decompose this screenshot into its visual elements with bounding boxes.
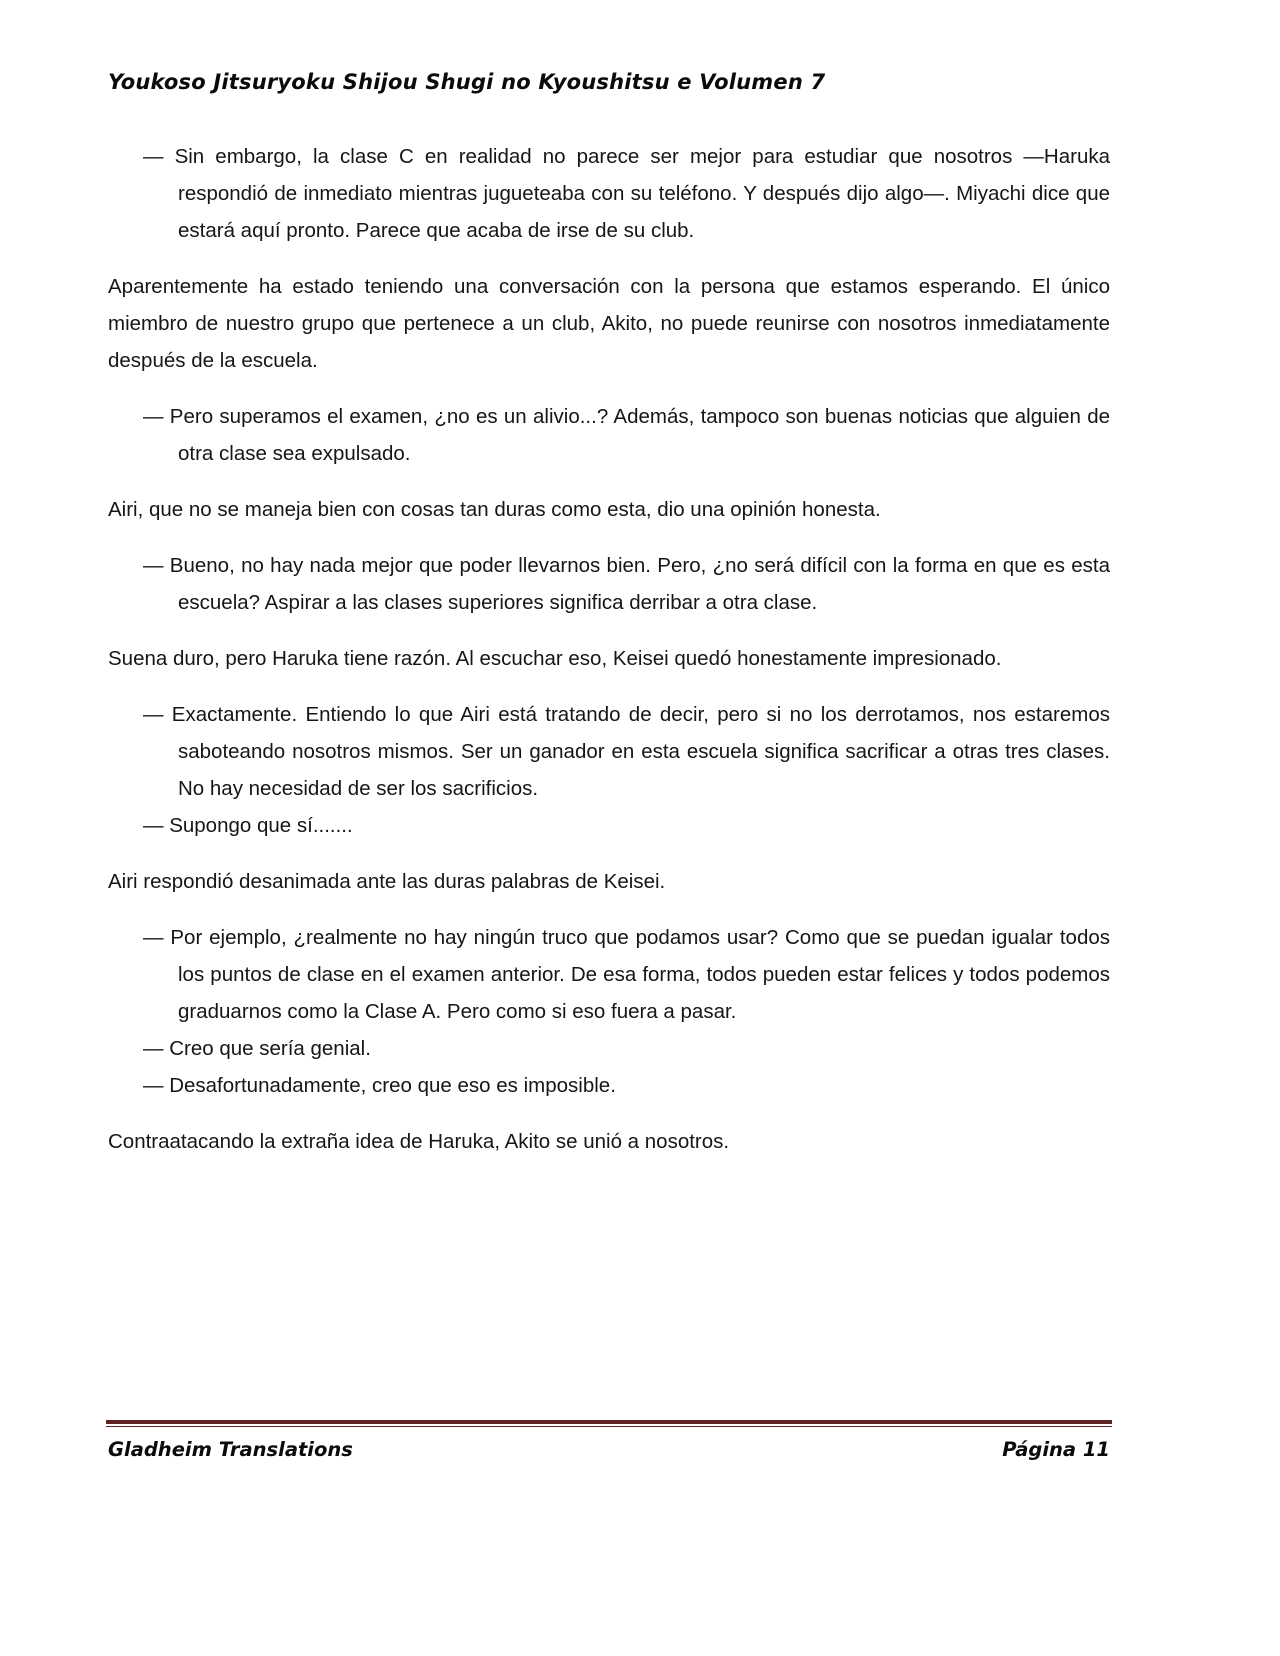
paragraph: — Desafortunadamente, creo que eso es imposible.: [143, 1074, 616, 1097]
page-title: Youkoso Jitsuryoku Shijou Shugi no Kyoushitsu e Volumen 7: [108, 70, 826, 94]
paragraph: Airi respondió desanimada ante las duras palabras de Keisei.: [108, 870, 666, 893]
paragraph: Aparentemente ha estado teniendo una conversación con la persona que estamos esperando. El único miembro de nuestro grupo que pertenece a un club, Akito, no puede reunirse con nosotros inmediatamente después de la escuela.: [108, 275, 1110, 372]
footer-page-number: Página 11: [1002, 1438, 1110, 1461]
document-body: [108, 138, 1110, 1179]
paragraph: Contraatacando la extraña idea de Haruka, Akito se unió a nosotros.: [108, 1130, 730, 1153]
paragraph: Airi, que no se maneja bien con cosas tan duras como esta, dio una opinión honesta.: [108, 498, 881, 521]
footer-divider: [106, 1420, 1112, 1427]
paragraph: — Bueno, no hay nada mejor que poder llevarnos bien. Pero, ¿no será difícil con la forma en que es esta escuela? Aspirar a las clases superiores significa derribar a otra clase.: [143, 554, 1110, 614]
paragraph: — Sin embargo, la clase C en realidad no parece ser mejor para estudiar que nosotros —Haruka respondió de inmediato mientras jugueteaba con su teléfono. Y después dijo algo—. Miyachi dice que estará aquí pronto. Parece que acaba de irse de su club.: [143, 145, 1110, 242]
paragraph: — Exactamente. Entiendo lo que Airi está tratando de decir, pero si no los derrotamos, nos estaremos saboteando nosotros mismos. Ser un ganador en esta escuela significa sacrificar a otras tres clases. No hay necesidad de ser los sacrificios.: [143, 703, 1110, 800]
paragraph: — Por ejemplo, ¿realmente no hay ningún truco que podamos usar? Como que se puedan igualar todos los puntos de clase en el examen anterior. De esa forma, todos pueden estar felices y todos podemos graduarnos como la Clase A. Pero como si eso fuera a pasar.: [143, 926, 1110, 1023]
page-footer: [108, 1438, 1110, 1461]
paragraph: — Creo que sería genial.: [143, 1037, 371, 1060]
footer-translator-credit: Gladheim Translations: [108, 1438, 353, 1461]
paragraph: — Supongo que sí.......: [143, 814, 353, 837]
paragraph: Suena duro, pero Haruka tiene razón. Al escuchar eso, Keisei quedó honestamente impresionado.: [108, 647, 1002, 670]
paragraph: — Pero superamos el examen, ¿no es un alivio...? Además, tampoco son buenas noticias que alguien de otra clase sea expulsado.: [143, 405, 1110, 465]
